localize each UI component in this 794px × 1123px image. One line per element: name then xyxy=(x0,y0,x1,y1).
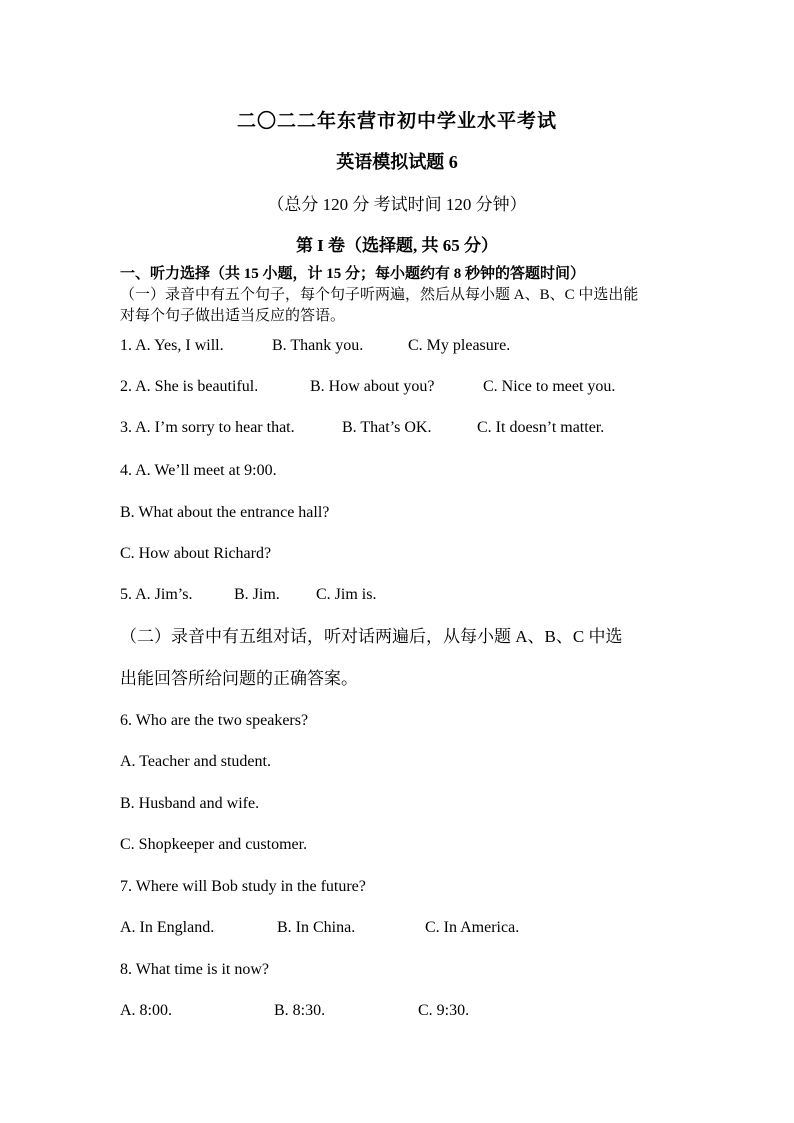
q3-option-b: B. That’s OK. xyxy=(342,419,432,436)
q6-option-a: A. Teacher and student. xyxy=(120,753,271,770)
q5-option-a: 5. A. Jim’s. xyxy=(120,586,193,603)
q2-option-c: C. Nice to meet you. xyxy=(483,378,616,395)
q3-option-a: 3. A. I’m sorry to hear that. xyxy=(120,419,295,436)
q5-option-b: B. Jim. xyxy=(234,586,280,603)
q7-stem: 7. Where will Bob study in the future? xyxy=(120,878,366,895)
q6-option-c: C. Shopkeeper and customer. xyxy=(120,836,308,853)
part1-intro-line2: 对每个句子做出适当反应的答语。 xyxy=(120,308,346,324)
q1-option-a: 1. A. Yes, I will. xyxy=(120,337,224,354)
part2-intro-line2: 出能回答所给问题的正确答案。 xyxy=(120,669,358,688)
q6-option-b: B. Husband and wife. xyxy=(120,795,260,812)
volume-heading: 第 I 卷（选择题, 共 65 分） xyxy=(295,236,499,255)
question-5 xyxy=(0,586,794,608)
q8-option-c: C. 9:30. xyxy=(418,1002,470,1019)
question-2 xyxy=(0,378,794,400)
q4-option-c: C. How about Richard? xyxy=(120,545,272,562)
section1-heading: 一、听力选择（共 15 小题，计 15 分；每小题约有 8 秒钟的答题时间） xyxy=(120,266,586,282)
q1-option-b: B. Thank you. xyxy=(272,337,364,354)
question-8-options xyxy=(0,1002,794,1024)
part1-intro-line1: （一）录音中有五个句子，每个句子听两遍，然后从每小题 A、B、C 中选出能 xyxy=(120,287,639,303)
q6-stem: 6. Who are the two speakers? xyxy=(120,712,309,729)
q4-option-b: B. What about the entrance hall? xyxy=(120,504,330,521)
q7-option-b: B. In China. xyxy=(277,919,356,936)
exam-meta: （总分 120 分 考试时间 120 分钟） xyxy=(267,195,527,214)
exam-subtitle: 英语模拟试题 6 xyxy=(336,152,458,172)
q8-option-b: B. 8:30. xyxy=(274,1002,326,1019)
q3-option-c: C. It doesn’t matter. xyxy=(477,419,605,436)
q8-option-a: A. 8:00. xyxy=(120,1002,172,1019)
q4-option-a: 4. A. We’ll meet at 9:00. xyxy=(120,462,277,479)
q7-option-c: C. In America. xyxy=(425,919,520,936)
q1-option-c: C. My pleasure. xyxy=(408,337,511,354)
question-3 xyxy=(0,419,794,441)
q2-option-a: 2. A. She is beautiful. xyxy=(120,378,259,395)
q7-option-a: A. In England. xyxy=(120,919,215,936)
question-1 xyxy=(0,337,794,359)
q5-option-c: C. Jim is. xyxy=(316,586,377,603)
exam-title: 二〇二二年东营市初中学业水平考试 xyxy=(236,111,557,132)
part2-intro-line1: （二）录音中有五组对话，听对话两遍后，从每小题 A、B、C 中选 xyxy=(120,627,623,646)
q8-stem: 8. What time is it now? xyxy=(120,961,270,978)
q2-option-b: B. How about you? xyxy=(310,378,435,395)
question-7-options xyxy=(0,919,794,941)
